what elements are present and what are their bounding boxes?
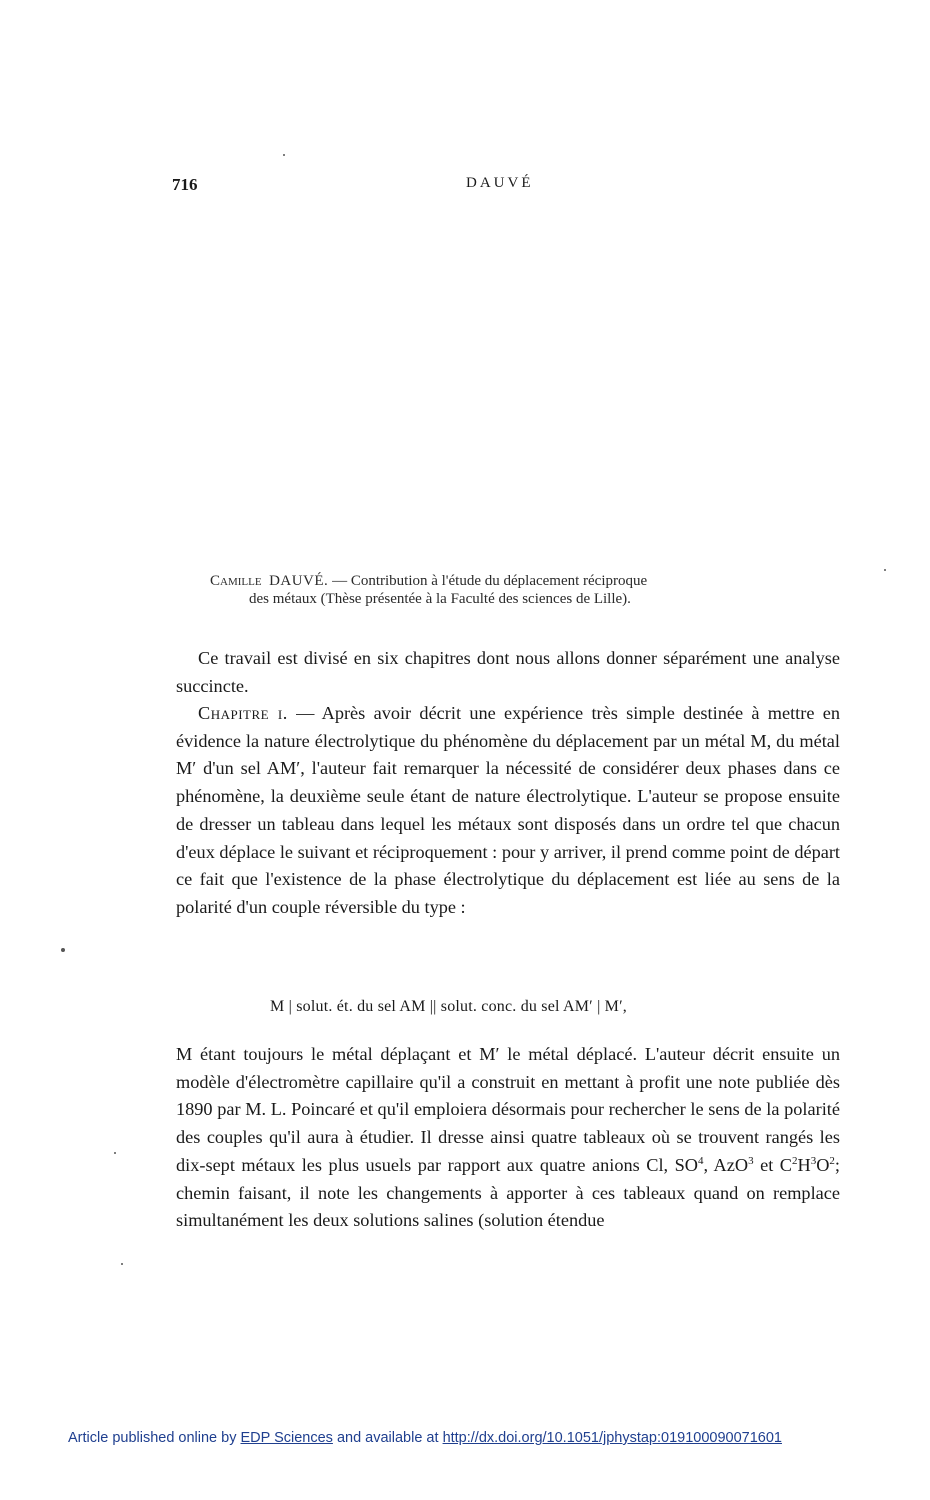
footer-middle: and available at	[332, 1430, 443, 1446]
publication-footer	[68, 1430, 782, 1446]
speck	[114, 1152, 116, 1154]
superscript: 2	[792, 1154, 798, 1167]
superscript: 3	[810, 1154, 817, 1167]
speck	[121, 1263, 123, 1265]
author-last-name: DAUVÉ.	[269, 573, 329, 589]
footer-prefix: Article published online by	[68, 1430, 241, 1446]
text-fragment: ; chemin faisant, il note les changements à apporter à ces tableaux quand on remplace simultanément les deux solutions salines (solution étendue	[176, 1154, 840, 1231]
paragraph-chapter-1	[176, 700, 840, 922]
reference-title-line-1: — Contribution à l'étude du déplacement réciproque	[332, 573, 648, 589]
speck	[61, 948, 65, 952]
running-head: DAUVÉ	[466, 175, 534, 191]
speck	[283, 154, 285, 156]
text-fragment: M étant toujours le métal déplaçant et M′ le métal déplacé. L'auteur décrit ensuite un modèle d'électromètre capillaire qu'il a construit en mettant à profit une note publiée dès 1890 par M. L. Poincaré et qu'il emploiera désormais pour rechercher le sens de la polarité des couples qu'il aura à étudier. Il dresse ainsi quatre tableaux où se trouvent rangés les dix-sept métaux les plus usuels par rapport aux quatre anions Cl, SO	[176, 1044, 840, 1175]
text-fragment: O	[816, 1154, 830, 1175]
text-fragment: et C	[753, 1154, 792, 1175]
superscript: 3	[748, 1154, 754, 1167]
superscript: 2	[829, 1154, 835, 1167]
publisher-link[interactable]: EDP Sciences	[240, 1430, 333, 1446]
speck	[884, 569, 886, 571]
formula: M | solut. ét. du sel AM || solut. conc. du sel AM′ | M′,	[270, 998, 627, 1015]
reference-title-line-2: des métaux (Thèse présentée à la Faculté des sciences de Lille).	[249, 591, 631, 607]
author-first-name: Camille	[210, 573, 262, 589]
superscript: 4	[697, 1154, 704, 1167]
paragraph-continuation	[176, 1041, 840, 1235]
doi-link[interactable]: http://dx.doi.org/10.1051/jphystap:019100090071601	[442, 1430, 782, 1446]
chapter-1-text: — Après avoir décrit une expérience très simple destinée à mettre en évidence la nature électrolytique du phénomène du déplacement par un métal M, du métal M′ d'un sel AM′, l'auteur fait remarquer la nécessité de considérer deux phases dans ce phénomène, la deuxième seule étant de nature électrolytique. L'auteur se propose ensuite de dresser un tableau dans lequel les métaux sont disposés dans un ordre tel que chacun d'eux déplace le suivant et réciproquement : pour y arriver, il prend comme point de départ ce fait que l'existence de la phase électrolytique du déplacement est liée au sens de la polarité d'un couple réversible du type :	[176, 703, 840, 917]
reference-line-1	[200, 572, 820, 590]
text-fragment: H	[797, 1154, 811, 1175]
bibliographic-reference	[200, 572, 820, 608]
page-number: 716	[172, 175, 198, 194]
paragraph-intro: Ce travail est divisé en six chapitres dont nous allons donner séparément une analyse succincte.	[176, 648, 840, 696]
chapter-label: Chapitre i.	[198, 703, 288, 723]
text-fragment: , AzO	[703, 1154, 749, 1175]
